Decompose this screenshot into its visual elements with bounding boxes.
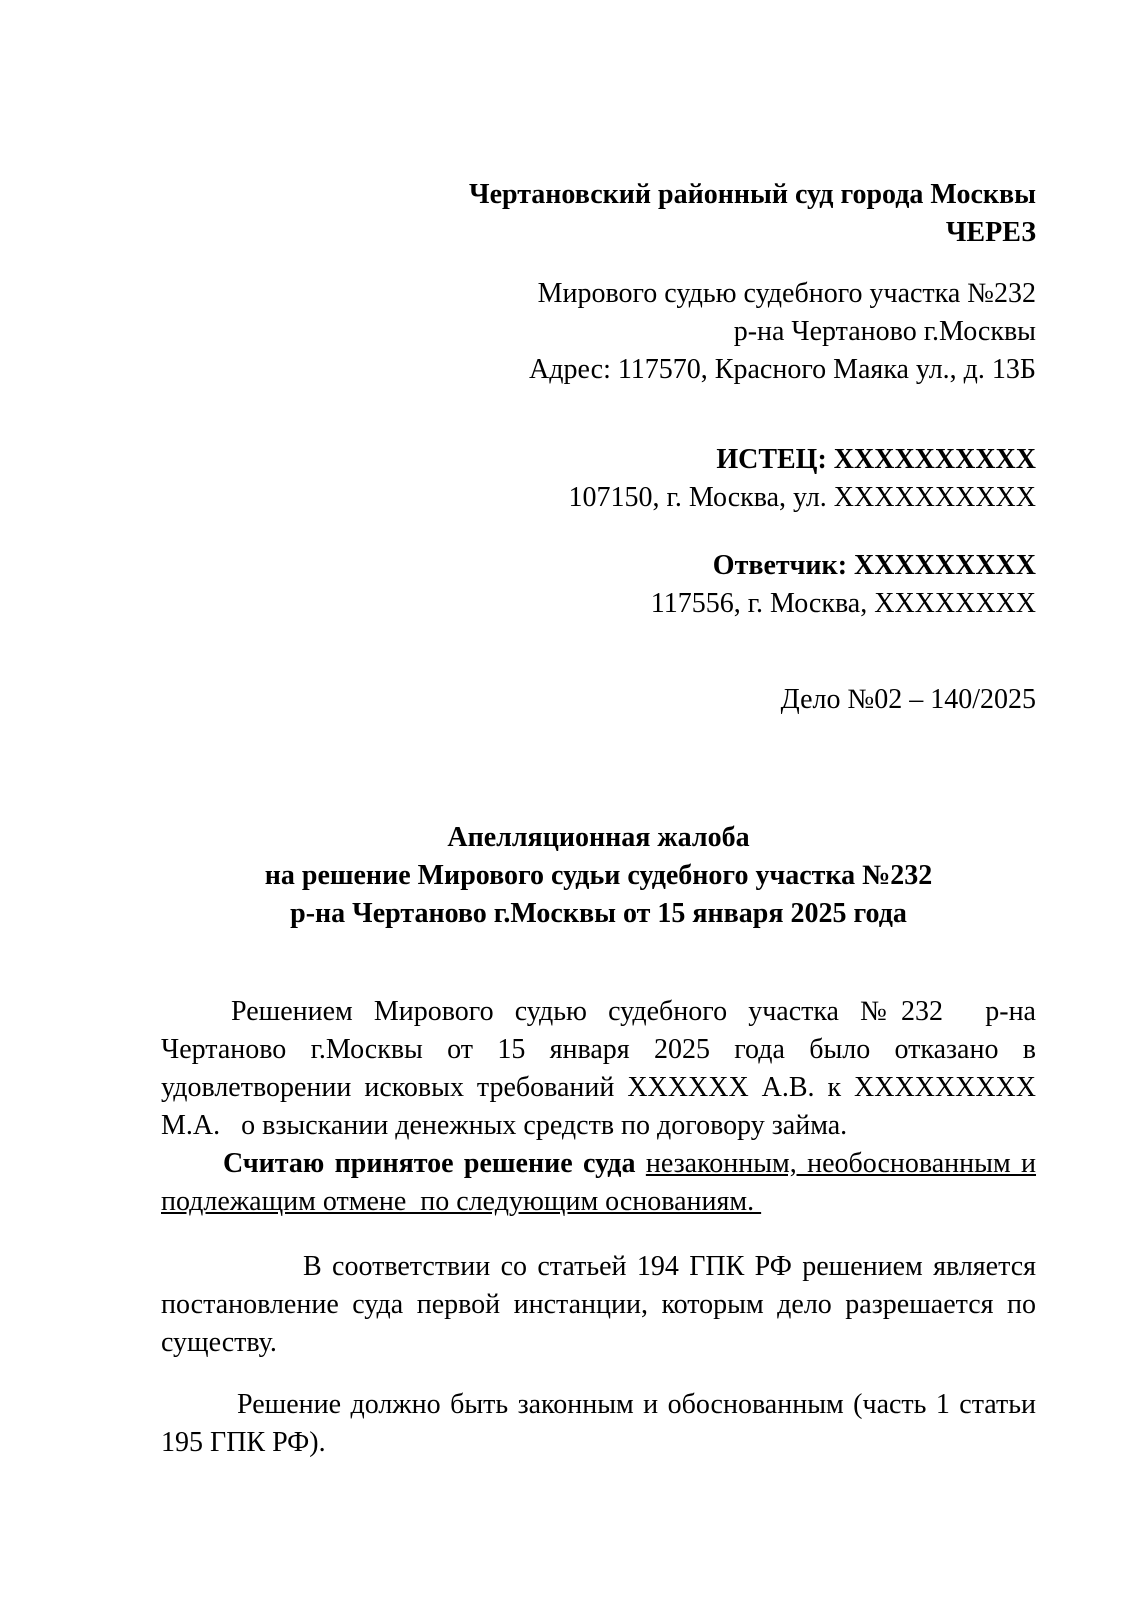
plaintiff-label: ИСТЕЦ: ХХХХХХХХХХ [716,444,1036,475]
parties-block [161,441,1036,623]
body-paragraph-objection [161,1145,1036,1221]
title-line: р-на Чертаново г.Москвы от 15 января 2025 года [290,898,907,929]
defendant-label: Ответчик: ХХХХХХХХХ [712,550,1036,581]
body-paragraph-article-195: Решение должно быть законным и обоснованным (часть 1 статьи 195 ГПК РФ). [161,1389,1036,1458]
objection-underlined: незаконным, необоснованным и подлежащим отмене по следующим основаниям. [161,1148,1037,1217]
body-paragraph-article-194: В соответствии со статьей 194 ГПК РФ решением является постановление суда первой инстанции, которым дело разрешается по существу. [161,1251,1036,1358]
addressee-line: р-на Чертаново г.Москвы [733,316,1036,347]
court-name: Чертановский районный суд города Москвы [469,179,1036,210]
via-label: ЧЕРЕЗ [945,217,1036,248]
plaintiff-address: 107150, г. Москва, ул. ХХХХХХХХХХ [568,482,1036,513]
title-line: Апелляционная жалоба [447,822,750,853]
court-header-block [161,176,1036,252]
addressee-block [161,275,1036,389]
defendant-group [161,547,1036,623]
case-number: Дело №02 – 140/2025 [780,684,1036,715]
body-paragraph-decision: Решением Мирового судью судебного участка №232 р-на Чертаново г.Москвы от 15 января 2025 года было отказано в удовлетворении исковых требований ХХХХХХ А.В. к ХХХХХХХХХ М.А. о взыскании денежных средств по договору займа. [161,996,1036,1141]
title-line: на решение Мирового судьи судебного участка №232 [264,860,933,891]
addressee-line: Мирового судью судебного участка №232 [537,278,1036,309]
objection-lead: Считаю принятое решение суда [223,1148,636,1179]
defendant-address: 117556, г. Москва, ХХХХХХХХ [650,588,1036,619]
document-title [161,819,1036,933]
plaintiff-group [161,441,1036,517]
addressee-line: Адрес: 117570, Красного Маяка ул., д. 13Б [529,354,1036,385]
